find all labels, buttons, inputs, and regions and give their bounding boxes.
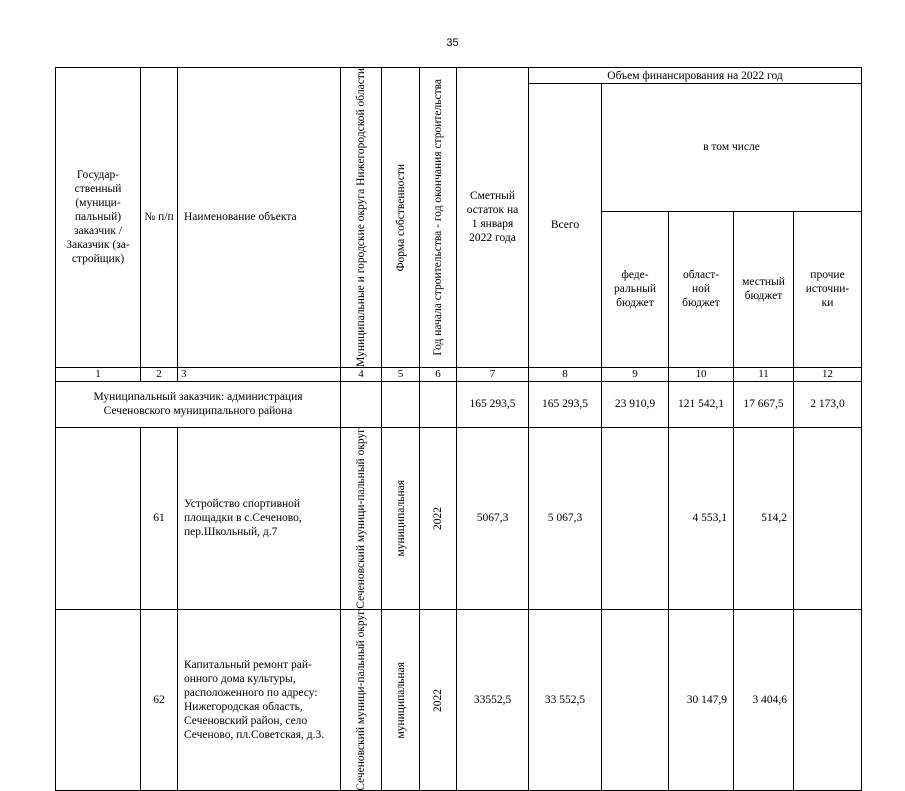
row-ownership: муниципальная <box>382 609 420 791</box>
header-local: местный бюджет <box>734 211 794 367</box>
row-object: Капитальный ремонт рай-онного дома культуры, расположенного по адресу: Нижегородская область, Сеченовский район, село Сеченово, пл.Советская, д.3. <box>178 609 341 791</box>
header-including: в том числе <box>602 84 862 212</box>
col-number: 1 <box>56 367 141 381</box>
row-regional: 30 147,9 <box>669 609 734 791</box>
col-number: 5 <box>382 367 420 381</box>
financing-table <box>55 67 862 791</box>
row-federal <box>602 609 669 791</box>
header-remaining: Сметный остаток на 1 января 2022 года <box>457 68 529 368</box>
header-years: Год начала строительства - год окончания строительства <box>420 68 457 368</box>
summary-federal: 23 910,9 <box>602 381 669 427</box>
row-other <box>794 609 862 791</box>
col-number: 2 <box>141 367 178 381</box>
summary-regional: 121 542,1 <box>669 381 734 427</box>
col-number: 9 <box>602 367 669 381</box>
header-total: Всего <box>529 84 602 368</box>
header-ownership: Форма собственности <box>382 68 420 368</box>
row-regional: 4 553,1 <box>669 427 734 609</box>
summary-other: 2 173,0 <box>794 381 862 427</box>
row-years: 2022 <box>420 427 457 609</box>
col-number: 11 <box>734 367 794 381</box>
row-municipality: Сеченовский муници-пальный округ <box>341 609 382 791</box>
row-total: 33 552,5 <box>529 609 602 791</box>
summary-total: 165 293,5 <box>529 381 602 427</box>
summary-years <box>420 381 457 427</box>
row-remaining: 33552,5 <box>457 609 529 791</box>
header-num: № п/п <box>141 68 178 368</box>
row-local: 514,2 <box>734 427 794 609</box>
row-other <box>794 427 862 609</box>
summary-ownership <box>382 381 420 427</box>
row-customer <box>56 427 141 609</box>
header-customer: Государ-ственный (муници-пальный) заказчик / Заказчик (за-стройщик) <box>56 68 141 368</box>
row-local: 3 404,6 <box>734 609 794 791</box>
row-municipality: Сеченовский муници-пальный округ <box>341 427 382 609</box>
summary-remaining: 165 293,5 <box>457 381 529 427</box>
header-municipality: Муниципальные и городские округа Нижегородской области <box>341 68 382 368</box>
col-number: 4 <box>341 367 382 381</box>
row-federal <box>602 427 669 609</box>
row-ownership: муниципальная <box>382 427 420 609</box>
col-number: 3 <box>178 367 341 381</box>
col-number: 10 <box>669 367 734 381</box>
row-object: Устройство спортивной площадки в с.Сеченово, пер.Школьный, д.7 <box>178 427 341 609</box>
summary-local: 17 667,5 <box>734 381 794 427</box>
row-customer <box>56 609 141 791</box>
col-number: 7 <box>457 367 529 381</box>
row-remaining: 5067,3 <box>457 427 529 609</box>
column-numbers-row <box>56 367 862 381</box>
row-num: 61 <box>141 427 178 609</box>
row-total: 5 067,3 <box>529 427 602 609</box>
col-number: 8 <box>529 367 602 381</box>
summary-label: Муниципальный заказчик: администрация Сеченовского муниципального района <box>56 381 341 427</box>
col-number: 12 <box>794 367 862 381</box>
table-row <box>56 427 862 609</box>
header-object: Наименование объекта <box>178 68 341 368</box>
summary-row <box>56 381 862 427</box>
page-number: 35 <box>446 37 459 49</box>
row-num: 62 <box>141 609 178 791</box>
header-financing: Объем финансирования на 2022 год <box>529 68 862 84</box>
header-other: прочие источни-ки <box>794 211 862 367</box>
header-federal: феде-ральный бюджет <box>602 211 669 367</box>
row-years: 2022 <box>420 609 457 791</box>
col-number: 6 <box>420 367 457 381</box>
table-row <box>56 609 862 791</box>
summary-municipality <box>341 381 382 427</box>
header-regional: област-ной бюджет <box>669 211 734 367</box>
